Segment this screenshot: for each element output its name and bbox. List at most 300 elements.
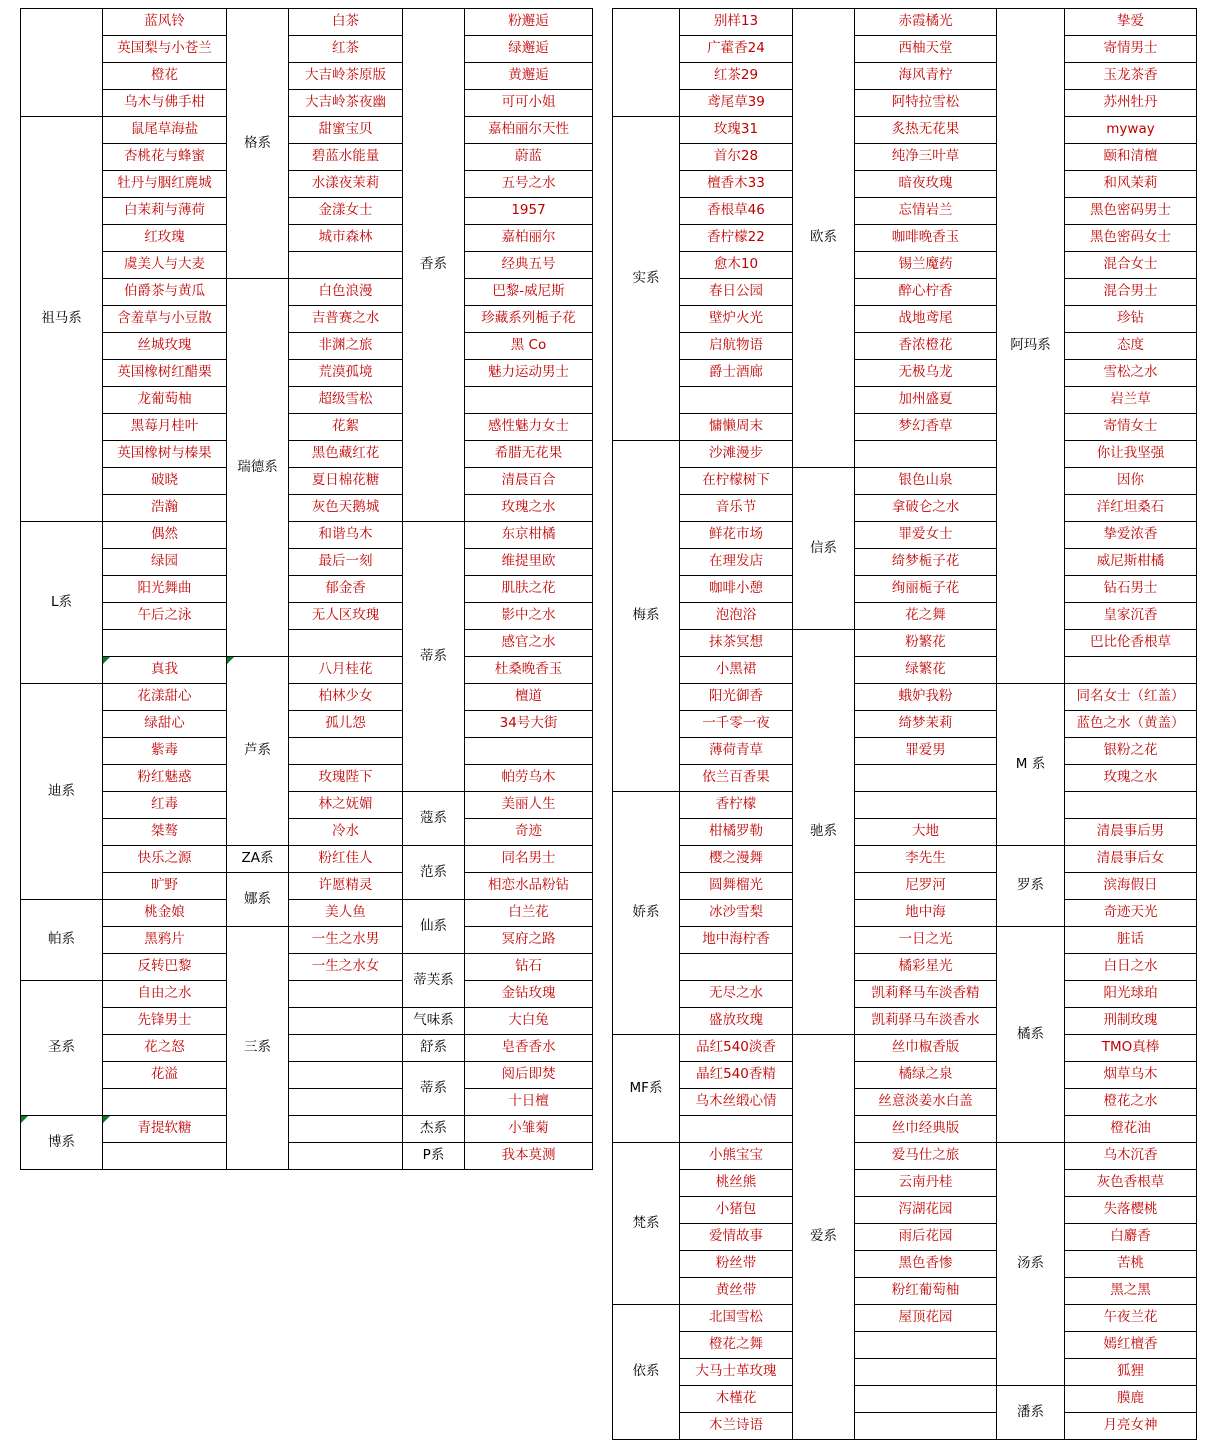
item-cell [1065,279,1197,306]
item-label: 启航物语 [709,337,763,354]
item-cell [465,792,593,819]
item-label: 粉丝带 [715,1255,757,1272]
item-label: TMO真棒 [1101,1039,1160,1056]
item-label: 珍藏系列栀子花 [481,310,576,327]
item-cell [289,954,403,981]
item-label: 黑色藏红花 [311,445,380,462]
table-row [613,927,1197,954]
item-cell [289,792,403,819]
item-label: 音乐节 [715,499,757,516]
table-row [21,792,593,819]
table-row [21,117,593,144]
item-label: 清晨百合 [501,472,556,489]
item-cell [465,954,593,981]
item-label: 爵士酒廊 [709,364,763,381]
item-label: 晶红540香精 [696,1066,776,1083]
item-cell [103,1008,227,1035]
item-label: 寄情女士 [1103,418,1158,435]
item-label: 玫瑰31 [713,121,759,138]
group-label-cell: 依系 [613,1305,680,1440]
item-label: 北国雪松 [709,1309,763,1326]
empty-item-cell [855,1386,997,1413]
item-label: 城市森林 [318,229,373,246]
table-row [613,819,1197,846]
table-row [613,1278,1197,1305]
item-label: 香柠檬22 [707,229,765,246]
item-label: 嘉柏丽尔 [501,229,556,246]
item-label: 橘彩星光 [898,958,953,975]
item-cell [680,144,793,171]
item-cell [465,333,593,360]
item-cell [103,441,227,468]
item-cell [855,225,997,252]
item-cell [1065,1035,1197,1062]
item-cell [465,981,593,1008]
item-label: 清晨事后女 [1096,850,1165,867]
item-cell [465,522,593,549]
item-label: 战地鸢尾 [898,310,953,327]
table-row [21,252,593,279]
item-label: 钻石男士 [1103,580,1158,597]
table-row [613,1116,1197,1143]
item-label: 杜桑晚香玉 [494,661,563,678]
item-label: 英国橡树与榛果 [117,445,212,462]
item-cell [855,333,997,360]
item-cell [465,630,593,657]
item-label: 虞美人与大麦 [124,256,205,273]
item-label: 巴比伦香根草 [1090,634,1171,651]
item-label: 小雏菊 [508,1120,549,1137]
item-label: myway [1106,121,1155,138]
item-cell [680,1062,793,1089]
table-row [613,414,1197,441]
item-cell [103,1116,227,1143]
item-label: 和风茉莉 [1103,175,1158,192]
item-label: 泻湖花园 [898,1201,953,1218]
item-label: 粉红葡萄柚 [891,1282,960,1299]
item-cell [855,900,997,927]
item-label: 同名男士 [501,850,556,867]
item-label: 玫瑰陛下 [318,769,373,786]
item-label: 黑之黑 [1110,1282,1151,1299]
item-label: 银色山泉 [898,472,953,489]
item-label: 醉心柠香 [898,283,953,300]
item-cell [465,1062,593,1089]
item-cell [680,630,793,657]
item-label: 威尼斯柑橘 [1096,553,1165,570]
item-cell [1065,1413,1197,1440]
item-label: 超级雪松 [318,391,373,408]
item-cell [680,1170,793,1197]
item-label: 泡泡浴 [715,607,757,624]
group-label-cell: 娜系 [227,873,289,927]
table-row [21,495,593,522]
item-cell [103,873,227,900]
item-cell [465,846,593,873]
item-label: 膜鹿 [1117,1390,1144,1407]
item-label: 寄情男士 [1103,40,1158,57]
item-label: 绮梦茉莉 [898,715,953,732]
item-label: 吉普赛之水 [311,310,380,327]
item-label: 美丽人生 [501,796,556,813]
table-row [21,765,593,792]
item-label: 最后一刻 [318,553,373,570]
item-label: 橙花之舞 [709,1336,763,1353]
item-cell [680,333,793,360]
item-label: 首尔28 [713,148,759,165]
group-label-cell: 蒂系 [403,1062,465,1116]
item-cell [465,1089,593,1116]
item-cell [1065,90,1197,117]
item-label: 洋红坦桑石 [1096,499,1165,516]
item-cell [465,171,593,198]
item-cell [855,522,997,549]
table-row [21,711,593,738]
item-label: 丝巾经典版 [891,1120,960,1137]
table-row [613,360,1197,387]
item-label: 花之舞 [905,607,946,624]
item-cell [1065,846,1197,873]
item-label: 黄邂逅 [508,67,549,84]
item-cell [289,414,403,441]
item-label: 依兰百香果 [702,769,770,786]
item-label: 甜蜜宝贝 [318,121,373,138]
item-cell [289,765,403,792]
item-label: 挚爱浓香 [1103,526,1158,543]
item-cell [1065,198,1197,225]
item-label: 苦桃 [1117,1255,1144,1272]
item-label: 林之妩媚 [318,796,373,813]
group-label-cell: 潘系 [997,1386,1065,1440]
item-cell [1065,495,1197,522]
item-cell [103,954,227,981]
item-label: 鲜花市场 [709,526,763,543]
item-cell [1065,414,1197,441]
item-cell [680,279,793,306]
table-row [21,90,593,117]
item-cell [855,927,997,954]
item-label: 脏话 [1117,931,1144,948]
item-label: 黑 Co [510,337,547,354]
empty-item-cell [1065,792,1197,819]
item-label: 乌木丝缎心情 [695,1093,777,1110]
item-cell [855,873,997,900]
item-label: 凯莉驿马车淡香水 [871,1012,980,1029]
item-label: 绚丽栀子花 [891,580,960,597]
item-label: 加州盛夏 [898,391,953,408]
table-row [613,954,1197,981]
item-cell [465,765,593,792]
item-label: 牡丹与胭红麂城 [117,175,212,192]
group-label-cell: 罗系 [997,846,1065,927]
table-row [21,522,593,549]
item-cell [103,414,227,441]
item-cell [103,90,227,117]
table-row [21,981,593,1008]
table-row [613,738,1197,765]
item-label: 檀道 [515,688,542,705]
table-row [613,603,1197,630]
group-label-cell: 蔻系 [403,792,465,846]
group-label-cell: 迪系 [21,684,103,900]
item-cell [680,1143,793,1170]
item-label: 玉龙茶香 [1103,67,1158,84]
item-label: 冷水 [332,823,359,840]
item-cell [1065,468,1197,495]
empty-item-cell [103,1089,227,1116]
item-label: 无极乌龙 [898,364,953,381]
item-cell [680,1386,793,1413]
item-cell [103,576,227,603]
table-row [613,1305,1197,1332]
item-cell [289,900,403,927]
empty-item-cell [103,630,227,657]
item-cell [103,846,227,873]
item-label: 绿邂逅 [508,40,549,57]
item-cell [1065,1278,1197,1305]
item-cell [103,711,227,738]
item-label: 我本莫测 [501,1147,556,1164]
item-label: 地中海柠香 [702,931,770,948]
item-label: 罪爱女士 [898,526,953,543]
item-label: 嘉柏丽尔天性 [488,121,569,138]
table-row [613,981,1197,1008]
item-label: 白麝香 [1110,1228,1151,1245]
item-label: 珍钻 [1117,310,1144,327]
item-label: 小黑裙 [715,661,757,678]
group-label-cell: 祖马系 [21,117,103,522]
table-row [21,657,593,684]
item-label: 李先生 [905,850,946,867]
table-row [613,306,1197,333]
item-label: 午后之泳 [137,607,192,624]
empty-item-cell [289,1116,403,1143]
group-label-cell: 范系 [403,846,465,900]
item-cell [103,819,227,846]
table-row [613,684,1197,711]
item-label: 沙滩漫步 [709,445,763,462]
item-cell [103,765,227,792]
item-label: 纯净三叶草 [891,148,960,165]
item-label: 黑色密码男士 [1090,202,1171,219]
item-cell [1065,1251,1197,1278]
item-cell [680,414,793,441]
item-cell [1065,171,1197,198]
item-label: 大地 [912,823,939,840]
item-cell [103,549,227,576]
item-label: 锡兰魔药 [898,256,953,273]
item-cell [289,360,403,387]
group-label-cell: P系 [403,1143,465,1170]
table-row [21,738,593,765]
item-label: 柑橘罗勒 [709,823,763,840]
table-row [613,1386,1197,1413]
item-cell [1065,981,1197,1008]
item-label: 壁炉火光 [709,310,763,327]
group-label-cell: MF系 [613,1035,680,1143]
item-cell [680,684,793,711]
item-label: 樱之漫舞 [709,850,763,867]
item-cell [680,1251,793,1278]
item-label: 丝意淡姜水白盖 [878,1093,973,1110]
item-label: 夏日棉花糖 [311,472,380,489]
item-cell [1065,873,1197,900]
item-label: 一生之水男 [311,931,380,948]
table-row [21,603,593,630]
item-cell [289,873,403,900]
empty-item-cell [289,738,403,765]
table-row [21,36,593,63]
item-cell [855,603,997,630]
item-label: 凯莉释马车淡香精 [871,985,980,1002]
item-cell [680,171,793,198]
item-cell [103,333,227,360]
item-label: 春日公园 [709,283,763,300]
item-cell [103,738,227,765]
item-label: 大吉岭茶夜幽 [305,94,386,111]
table-row [613,1251,1197,1278]
item-cell [1065,1197,1197,1224]
item-cell [855,117,997,144]
item-cell [680,36,793,63]
item-cell [103,1035,227,1062]
item-cell [680,441,793,468]
item-cell [465,225,593,252]
item-label: 咖啡晚香玉 [891,229,960,246]
table-row [21,954,593,981]
item-label: 午夜兰花 [1103,1309,1158,1326]
table-row [613,1332,1197,1359]
group-label-cell: 仙系 [403,900,465,954]
item-cell [855,630,997,657]
group-label-cell: 驰系 [793,630,855,1035]
item-label: 黑色香惨 [898,1255,953,1272]
empty-item-cell [289,1089,403,1116]
item-cell [1065,333,1197,360]
item-label: 一生之水女 [311,958,380,975]
corner-flag-icon [103,1116,110,1123]
item-cell [103,684,227,711]
item-cell [855,9,997,36]
group-label-cell: M 系 [997,684,1065,846]
item-cell [680,738,793,765]
table-row [613,846,1197,873]
table-row [21,684,593,711]
item-label: 银粉之花 [1103,742,1158,759]
empty-item-cell [855,765,997,792]
item-label: 冥府之路 [501,931,556,948]
item-label: 玫瑰之水 [1103,769,1158,786]
item-label: 红茶 [332,40,359,57]
empty-item-cell [680,387,793,414]
item-label: 在柠檬树下 [702,472,770,489]
item-cell [680,468,793,495]
item-cell [1065,117,1197,144]
item-cell [465,495,593,522]
item-cell [680,549,793,576]
item-cell [1065,1008,1197,1035]
table-row [21,873,593,900]
item-label: 爱马仕之旅 [891,1147,960,1164]
item-label: 乌木与佛手柑 [124,94,205,111]
item-cell [103,495,227,522]
item-cell [1065,387,1197,414]
item-label: 大吉岭茶原版 [305,67,386,84]
item-label: 香柠檬 [715,796,757,813]
item-label: 雨后花园 [898,1228,953,1245]
item-label: 大马士革玫瑰 [695,1363,777,1380]
group-label-cell: 圣系 [21,981,103,1116]
item-cell [680,1332,793,1359]
item-cell [680,657,793,684]
item-label: 灰色天鹅城 [311,499,380,516]
table-row [21,1008,593,1035]
item-label: 清晨事后男 [1096,823,1165,840]
group-label-cell: 格系 [227,9,289,279]
item-cell [289,711,403,738]
item-label: 月亮女神 [1103,1417,1158,1434]
item-label: 钻石 [515,958,542,975]
item-label: 忘情岩兰 [898,202,953,219]
item-label: 自由之水 [137,985,192,1002]
item-label: 可可小姐 [501,94,556,111]
table-row [613,711,1197,738]
item-label: 粉红魅惑 [137,769,192,786]
group-label-cell: 梅系 [613,441,680,792]
item-cell [855,198,997,225]
empty-item-cell [289,252,403,279]
table-row [21,171,593,198]
item-label: 失落樱桃 [1103,1201,1158,1218]
item-cell [289,657,403,684]
item-cell [855,171,997,198]
item-cell [855,1035,997,1062]
item-label: 无尽之水 [709,985,763,1002]
item-label: 八月桂花 [318,661,373,678]
table-row [613,225,1197,252]
item-cell [855,1008,997,1035]
item-cell [855,1143,997,1170]
item-label: 柏林少女 [318,688,373,705]
item-cell [680,225,793,252]
empty-item-cell [1065,657,1197,684]
item-label: 鼠尾草海盐 [130,121,199,138]
item-label: 橙花油 [1110,1120,1151,1137]
item-cell [1065,900,1197,927]
item-cell [289,36,403,63]
item-cell [465,1143,593,1170]
item-label: 在理发店 [709,553,763,570]
item-cell [465,252,593,279]
item-label: 白日之水 [1103,958,1158,975]
item-label: 狐狸 [1117,1363,1144,1380]
item-label: 巴黎-威尼斯 [492,283,565,300]
item-label: 绿繁花 [905,661,946,678]
corner-flag-icon [103,657,110,664]
item-label: 你让我坚强 [1096,445,1165,462]
item-label: 岩兰草 [1110,391,1151,408]
item-label: 丝巾椒香版 [891,1039,960,1056]
item-label: 西柚天堂 [898,40,953,57]
item-cell [1065,252,1197,279]
item-cell [680,1008,793,1035]
table-row [613,765,1197,792]
table-row [21,1035,593,1062]
item-label: 冰沙雪梨 [709,904,763,921]
item-cell [103,468,227,495]
item-cell [680,1413,793,1440]
item-label: 阳光御香 [709,688,763,705]
